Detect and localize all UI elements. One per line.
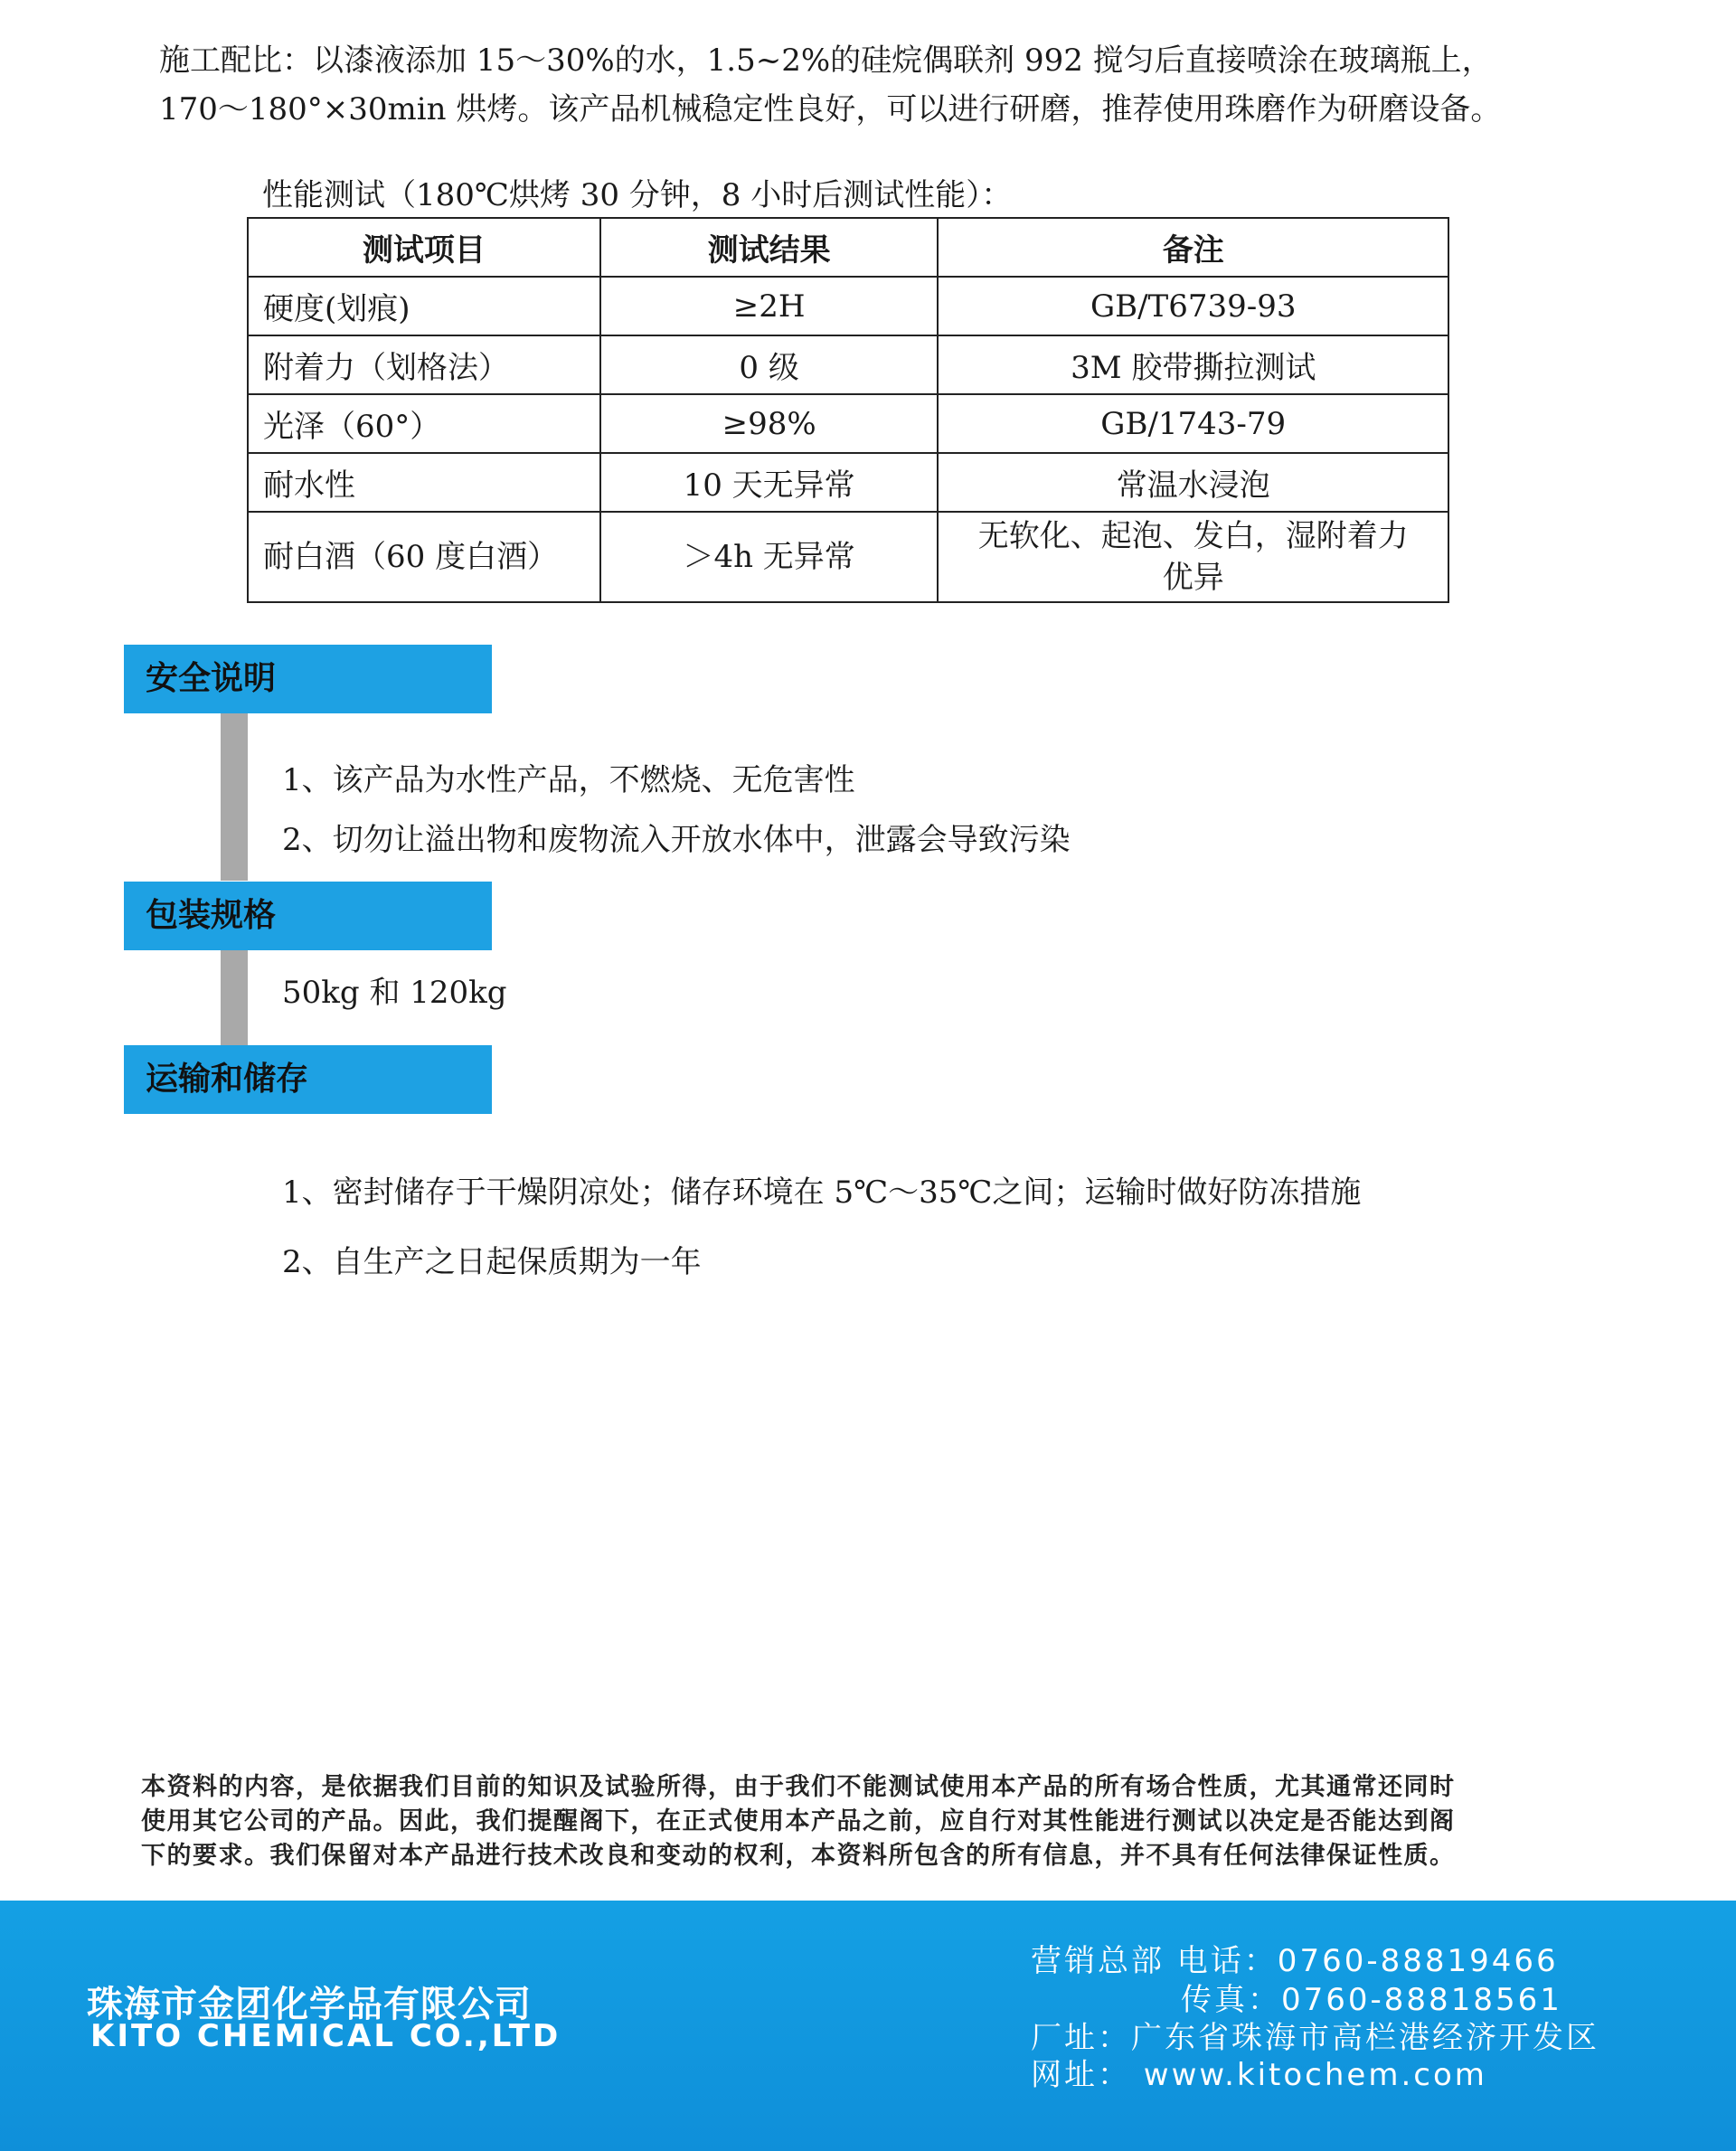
performance-caption: 性能测试（180℃烘烤 30 分钟，8 小时后测试性能）：: [262, 177, 1013, 213]
section-side-bar: [221, 712, 248, 881]
table-header-row: [248, 218, 1448, 277]
table-cell: 常温水浸泡: [938, 453, 1448, 512]
website-link[interactable]: 网址： www.kitochem.com: [1031, 2057, 1487, 2093]
storage-section-header: 运输和储存: [124, 1045, 492, 1114]
table-row: [248, 453, 1448, 512]
storage-item: 2、自生产之日起保质期为一年: [282, 1244, 702, 1280]
table-cell: 耐白酒（60 度白酒）: [248, 512, 600, 602]
intro-paragraph: [159, 36, 1624, 134]
table-cell: 光泽（60°）: [248, 394, 600, 453]
section-side-bar: [221, 949, 248, 1045]
disclaimer-line: 使用其它公司的产品。因此，我们提醒阁下，在正式使用本产品之前，应自行对其性能进行测试以决定是否能达到阁: [141, 1807, 1456, 1835]
disclaimer: [141, 1770, 1606, 1873]
address-info: 厂址：广东省珠海市高栏港经济开发区: [1031, 2020, 1599, 2056]
remark-line: 优异: [1162, 560, 1224, 596]
table-row: [248, 277, 1448, 335]
performance-table: [247, 217, 1449, 603]
table-cell: ＞4h 无异常: [600, 512, 939, 602]
disclaimer-line: 下的要求。我们保留对本产品进行技术改良和变动的权利，本资料所包含的所有信息，并不具有任何法律保证性质。: [141, 1842, 1456, 1870]
table-cell: GB/1743-79: [938, 394, 1448, 453]
phone-info: 营销总部 电话：0760-88819466: [1031, 1943, 1559, 1979]
disclaimer-line: 本资料的内容，是依据我们目前的知识及试验所得，由于我们不能测试使用本产品的所有场合性质，尤其通常还同时: [141, 1773, 1456, 1801]
column-header: 备注: [938, 218, 1448, 277]
table-cell: ≥98%: [600, 394, 939, 453]
safety-section-header: 安全说明: [124, 645, 492, 713]
table-row: [248, 512, 1448, 602]
table-row: [248, 335, 1448, 394]
table-cell: 10 天无异常: [600, 453, 939, 512]
table-cell: 耐水性: [248, 453, 600, 512]
fax-info: 传真：0760-88818561: [1181, 1982, 1562, 2018]
table-cell: 0 级: [600, 335, 939, 394]
remark-line: 无软化、起泡、发白，湿附着力: [977, 518, 1409, 554]
intro-line: 施工配比：以漆液添加 15～30%的水，1.5~2%的硅烷偶联剂 992 搅匀后直接喷涂在玻璃瓶上，: [159, 42, 1493, 79]
column-header: 测试结果: [600, 218, 939, 277]
packaging-item: 50kg 和 120kg: [282, 975, 507, 1011]
table-cell: 3M 胶带撕拉测试: [938, 335, 1448, 394]
column-header: 测试项目: [248, 218, 600, 277]
table-cell: GB/T6739-93: [938, 277, 1448, 335]
safety-item: 1、该产品为水性产品，不燃烧、无危害性: [282, 762, 855, 798]
company-name-en: KITO CHEMICAL CO.,LTD: [90, 2018, 561, 2054]
footer-banner: [0, 1901, 1736, 2151]
table-cell: [938, 512, 1448, 602]
company-name-cn: 珠海市金团化学品有限公司: [87, 1984, 532, 2025]
table-cell: ≥2H: [600, 277, 939, 335]
safety-item: 2、切勿让溢出物和废物流入开放水体中，泄露会导致污染: [282, 822, 1071, 858]
intro-line: 170～180°×30min 烘烤。该产品机械稳定性良好，可以进行研磨，推荐使用珠磨作为研磨设备。: [159, 91, 1502, 127]
storage-item: 1、密封储存于干燥阴凉处；储存环境在 5℃～35℃之间；运输时做好防冻措施: [282, 1175, 1362, 1211]
table-cell: 硬度(划痕): [248, 277, 600, 335]
packaging-section-header: 包装规格: [124, 882, 492, 950]
table-row: [248, 394, 1448, 453]
table-cell: 附着力（划格法）: [248, 335, 600, 394]
